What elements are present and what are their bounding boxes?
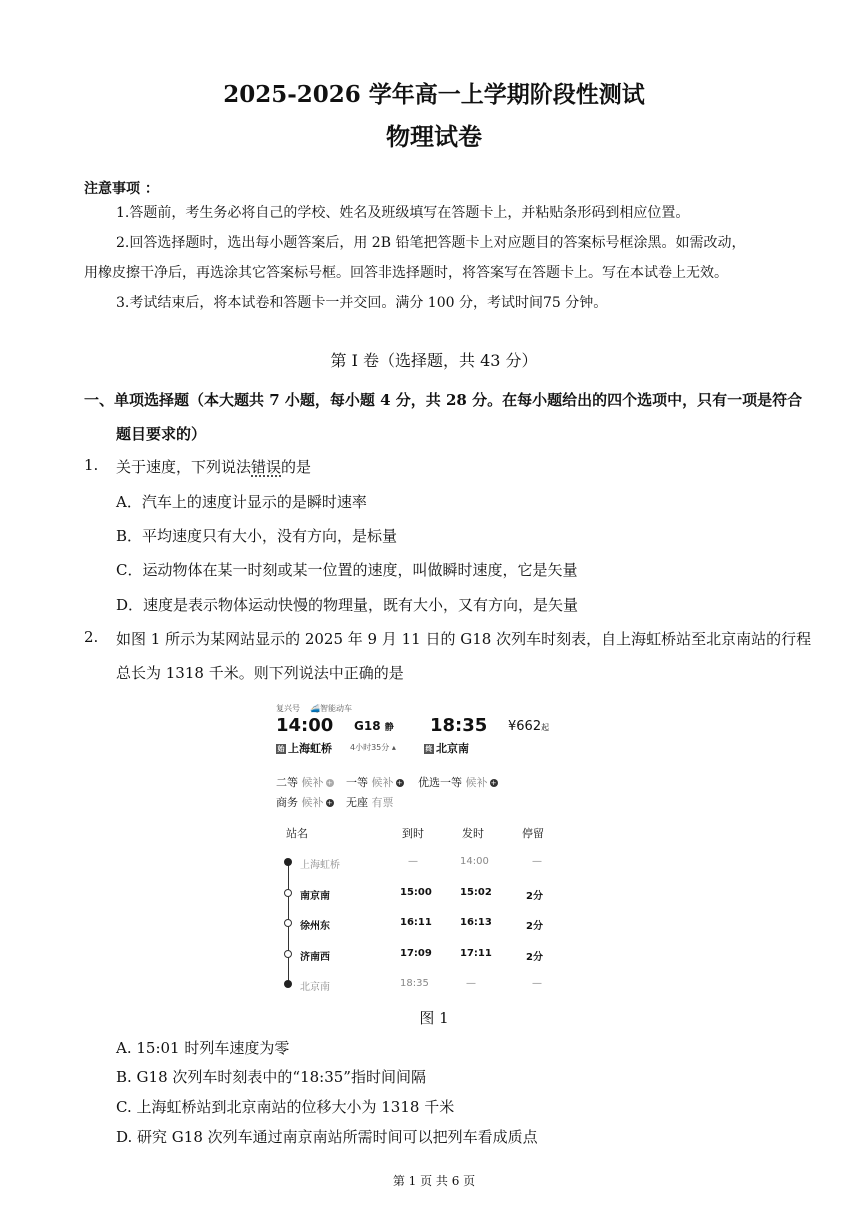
q1-stem-after: 的是	[281, 458, 312, 476]
stop-cell: 2分	[526, 921, 543, 932]
caret-up-icon: ▴	[391, 743, 396, 752]
add-icon: +	[490, 779, 497, 787]
col-arrive: 到时	[402, 827, 424, 840]
arrive-cell: —	[408, 856, 418, 867]
stop-dot	[284, 980, 292, 988]
to-station: 终 北京南	[425, 742, 469, 755]
q1-option-a: A．汽车上的速度计显示的是瞬时速率	[116, 493, 367, 511]
price: ¥662起	[508, 719, 550, 734]
station-name: 上海虹桥	[300, 860, 340, 871]
q2-number: 2.	[84, 628, 99, 646]
seat-standing[interactable]: 无座 有票	[346, 796, 394, 809]
train-number: G18 静	[354, 719, 394, 733]
note-line-2: 2.回答选择题时，选出每小题答案后，用 2B 铅笔把答题卡上对应题目的答案标号框涂黑。如需改动，	[116, 235, 746, 251]
station-name: 济南西	[300, 952, 330, 963]
notes-heading: 注意事项 ：	[84, 181, 159, 197]
note-line-1: 1.答题前，考生务必将自己的学校、姓名及班级填写在答题卡上，并粘贴条形码到相应位置。	[116, 205, 690, 221]
add-icon: +	[326, 779, 333, 787]
stop-dot	[284, 950, 292, 958]
q1-stem	[116, 456, 311, 477]
arrive-cell: 16:11	[400, 917, 432, 928]
depart-time: 14:00	[276, 715, 334, 736]
start-badge-icon: 始	[277, 745, 285, 753]
q1-stem-emphasis: 错误	[251, 458, 282, 476]
q2-option-b: B. G18 次列车时刻表中的“18:35”指时间间隔	[116, 1068, 426, 1086]
q2-option-d: D. 研究 G18 次列车通过南京南站所需时间可以把列车看成质点	[116, 1128, 538, 1146]
col-stop: 停留	[522, 827, 544, 840]
tag-smart-emu: 🚄智能动车	[310, 704, 352, 713]
note-line-3: 用橡皮擦干净后，再选涂其它答案标号框。回答非选择题时，将答案写在答题卡上。写在本试卷上无效。	[84, 265, 728, 281]
paper-subtitle: 物理试卷	[386, 122, 482, 151]
paper-title: 2025-2026 学年高一上学期阶段性测试	[223, 81, 645, 108]
q1-number: 1.	[84, 456, 99, 474]
part-title-cont: 题目要求的）	[116, 425, 207, 443]
arrive-cell: 17:09	[400, 948, 432, 959]
q1-option-d: D．速度是表示物体运动快慢的物理量，既有大小，又有方向，是矢量	[116, 596, 579, 614]
q2-option-a: A. 15:01 时列车速度为零	[116, 1039, 290, 1057]
depart-cell: 15:02	[460, 887, 492, 898]
col-station: 站名	[286, 827, 308, 840]
station-name: 南京南	[300, 891, 330, 902]
figure-caption: 图 1	[419, 1009, 449, 1027]
stop-dot	[284, 858, 292, 866]
depart-cell: 17:11	[460, 948, 492, 959]
arrive-cell: 15:00	[400, 887, 432, 898]
train-icon: 🚄	[310, 704, 320, 713]
stop-cell: 2分	[526, 952, 543, 963]
duration: 4小时35分 ▴	[350, 743, 396, 752]
seat-business[interactable]: 商务 候补 +	[276, 796, 333, 809]
seat-second-class[interactable]: 二等 候补 +	[276, 776, 333, 789]
station-name: 徐州东	[300, 921, 330, 932]
q1-stem-before: 关于速度，下列说法	[116, 458, 252, 476]
section-title: 第 I 卷（选择题，共 43 分）	[330, 351, 538, 370]
end-badge-icon: 终	[425, 745, 433, 753]
seat-premium-first[interactable]: 优选一等 候补 +	[418, 776, 497, 789]
quiet-car-badge: 静	[384, 723, 394, 733]
q1-option-c: C．运动物体在某一时刻或某一位置的速度，叫做瞬时速度，它是矢量	[116, 561, 578, 579]
add-icon: +	[396, 779, 403, 787]
stop-cell: —	[532, 856, 542, 867]
station-name: 北京南	[300, 982, 330, 993]
arrive-time: 18:35	[430, 715, 488, 736]
from-station: 始 上海虹桥	[277, 742, 332, 755]
depart-cell: 14:00	[460, 856, 489, 867]
page-footer: 第 1 页 共 6 页	[392, 1174, 476, 1188]
q2-stem-line1: 如图 1 所示为某网站显示的 2025 年 9 月 11 日的 G18 次列车时刻表，自上海虹桥站至北京南站的行程	[116, 630, 812, 648]
q2-option-c: C. 上海虹桥站到北京南站的位移大小为 1318 千米	[116, 1098, 455, 1116]
note-line-4: 3.考试结束后，将本试卷和答题卡一并交回。满分 100 分，考试时间75 分钟。	[116, 295, 608, 311]
part-title: 一、单项选择题（本大题共 7 小题，每小题 4 分，共 28 分。在每小题给出的四个选项中，只有一项是符合	[84, 391, 803, 409]
depart-cell: —	[466, 978, 476, 989]
stop-cell: —	[532, 978, 542, 989]
q1-option-b: B．平均速度只有大小，没有方向，是标量	[116, 527, 398, 545]
q2-stem-line2: 总长为 1318 千米。则下列说法中正确的是	[116, 664, 404, 682]
stop-dot	[284, 889, 292, 897]
tag-fuxing: 复兴号	[276, 704, 300, 713]
depart-cell: 16:13	[460, 917, 492, 928]
seat-first-class[interactable]: 一等 候补 +	[346, 776, 403, 789]
stop-cell: 2分	[526, 891, 543, 902]
arrive-cell: 18:35	[400, 978, 429, 989]
col-depart: 发时	[462, 827, 484, 840]
add-icon: +	[326, 799, 333, 807]
stop-dot	[284, 919, 292, 927]
train-timetable-figure	[270, 700, 570, 1000]
